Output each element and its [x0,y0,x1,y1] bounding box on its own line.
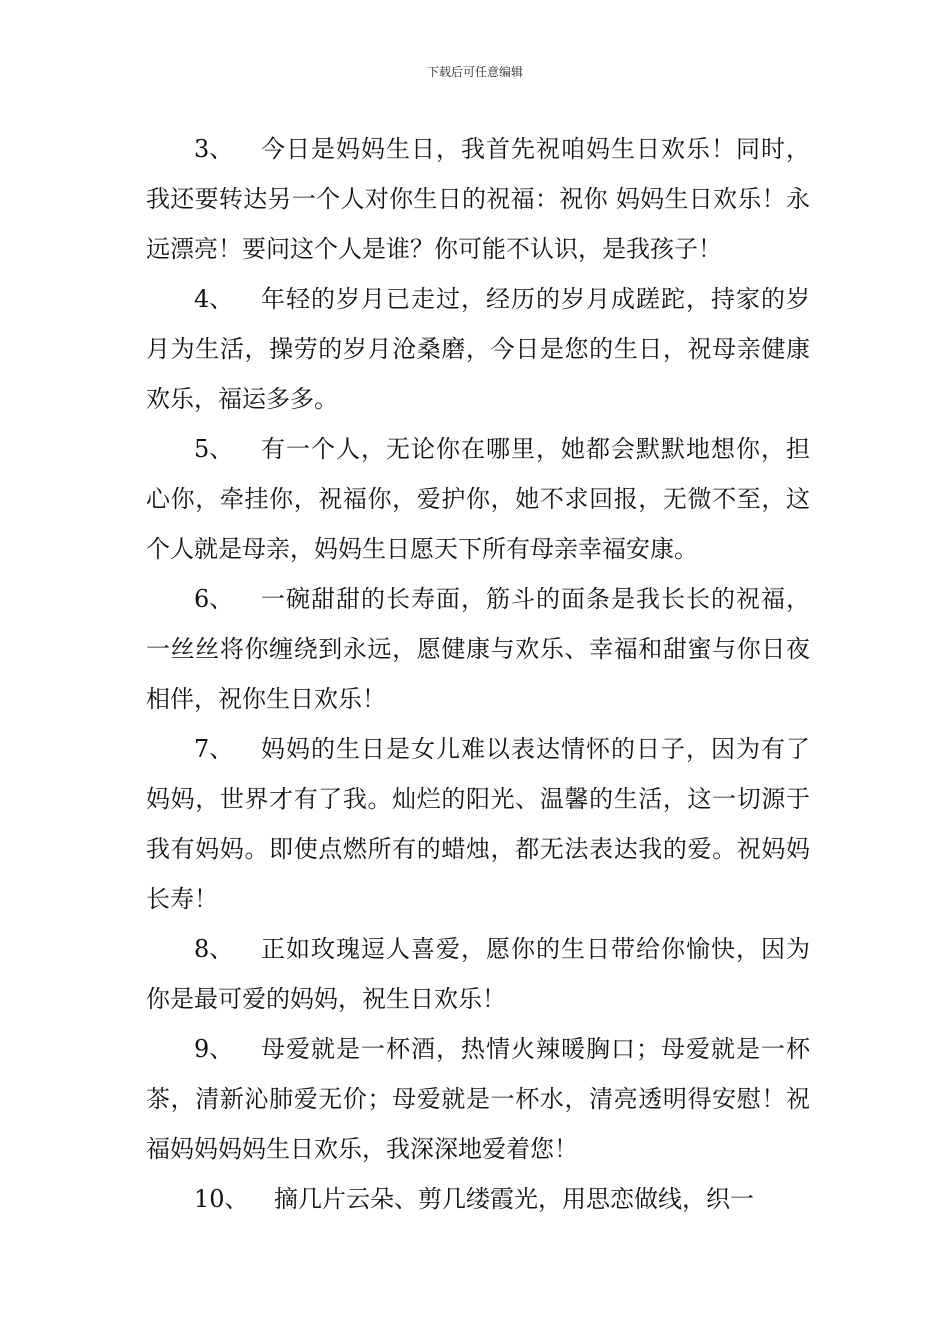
paragraph-text: 摘几片云朵、剪几缕霞光，用思恋做线，织一 [274,1185,754,1213]
item-number: 5、 [194,435,234,463]
paragraph-8 [146,924,810,1024]
paragraph-5 [146,424,810,574]
item-number: 3、 [194,135,234,163]
paragraph-6 [146,574,810,724]
paragraph-4 [146,274,810,424]
paragraph-text: 妈妈的生日是女儿难以表达情怀的日子，因为有了妈妈，世界才有了我。灿烂的阳光、温馨的生活，这一切源于我有妈妈。即使点燃所有的蜡烛，都无法表达我的爱。祝妈妈长寿！ [146,735,810,913]
paragraph-text: 有一个人，无论你在哪里，她都会默默地想你，担心你，牵挂你，祝福你，爱护你，她不求回报，无微不至，这个人就是母亲，妈妈生日愿天下所有母亲幸福安康。 [146,435,810,563]
paragraph-text: 一碗甜甜的长寿面，筋斗的面条是我长长的祝福，一丝丝将你缠绕到永远，愿健康与欢乐、幸福和甜蜜与你日夜相伴，祝你生日欢乐！ [146,585,810,713]
page-header-note: 下载后可任意编辑 [426,65,523,79]
paragraph-3 [146,124,810,274]
paragraph-text: 正如玫瑰逗人喜爱，愿你的生日带给你愉快，因为你是最可爱的妈妈，祝生日欢乐！ [146,935,810,1013]
item-number: 8、 [194,935,234,963]
item-number: 9、 [194,1035,234,1063]
item-number: 4、 [194,285,234,313]
item-number: 6、 [194,585,234,613]
paragraph-text: 母爱就是一杯酒，热情火辣暖胸口；母爱就是一杯茶，清新沁肺爱无价；母爱就是一杯水，清亮透明得安慰！祝福妈妈妈妈生日欢乐，我深深地爱着您！ [146,1035,810,1163]
paragraph-10 [146,1174,810,1224]
paragraph-9 [146,1024,810,1174]
paragraph-7 [146,724,810,924]
item-number: 7、 [194,735,234,763]
document-body [146,124,810,1224]
paragraph-text: 今日是妈妈生日，我首先祝咱妈生日欢乐！同时，我还要转达另一个人对你生日的祝福：祝你 妈妈生日欢乐！永远漂亮！要问这个人是谁？你可能不认识，是我孩子！ [146,135,810,263]
item-number: 10、 [194,1185,249,1213]
paragraph-text: 年轻的岁月已走过，经历的岁月成蹉跎，持家的岁月为生活，操劳的岁月沧桑磨，今日是您的生日，祝母亲健康欢乐，福运多多。 [146,285,810,413]
